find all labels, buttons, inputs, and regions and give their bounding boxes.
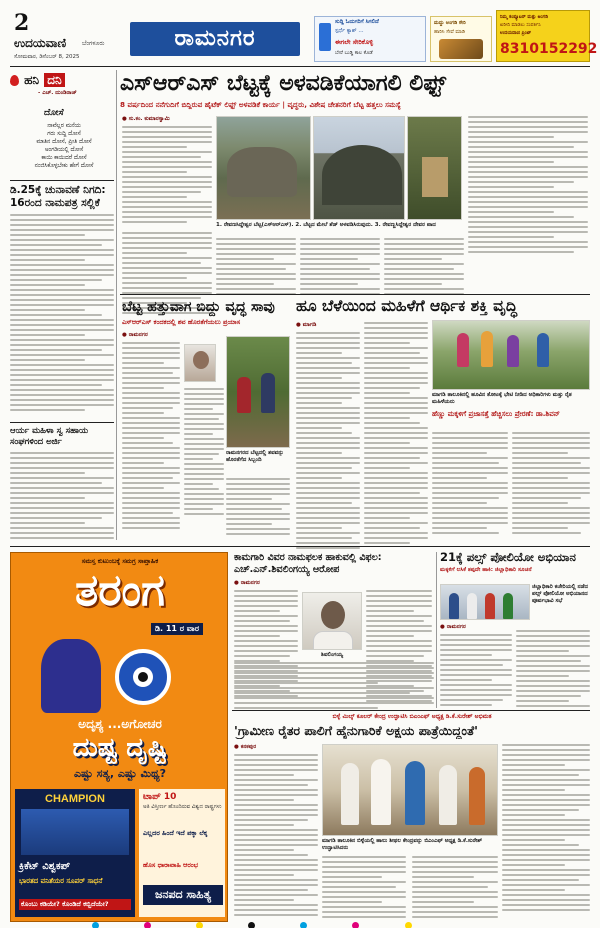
ad-image bbox=[439, 39, 483, 59]
person-shape bbox=[261, 373, 275, 413]
poem-line: ಗರು ಸುದ್ದಿ ದೋಸೆ bbox=[47, 131, 81, 137]
lead-photo-caption: 1. ರೇವಣಸಿದ್ದೇಶ್ವರ ಬೆಟ್ಟ(ಎಸ್‌ಆರ್‌ಎಸ್). 2. ಬೆಟ್ಟದ ಮೇಲೆ ಶೆಡ್ ಅಳವಡಿಸಿರುವುದು. 3. ರೇವಣ್ಣಸಿದ್ದೇಶ್ವರ ದೇವರ ಪಾದ bbox=[216, 222, 436, 228]
polio-headline: 21ಕ್ಕೆ ಪಲ್ಸ್ ಪೋಲಿಯೋ ಅಭಿಯಾನ bbox=[440, 550, 576, 564]
logo-left: ಹನಿ bbox=[24, 73, 40, 87]
lead-headline: ಎಸ್‌ಆರ್‌ಎಸ್ ಬೆಟ್ಟಕ್ಕೆ ಅಳವಡಿಕೆಯಾಗಲಿ ಲಿಫ್ಟ್ bbox=[120, 71, 447, 96]
lead-body-col4 bbox=[300, 238, 380, 298]
rock-shape bbox=[227, 147, 297, 197]
face-shape bbox=[321, 601, 345, 629]
lead-photo-shrine bbox=[407, 116, 462, 220]
section-title: ರಾಮನಗರ bbox=[174, 26, 256, 51]
flower-body-col1 bbox=[296, 332, 360, 552]
column-rule bbox=[116, 70, 117, 540]
flower-byline: ● ಮಾಗಡಿ bbox=[296, 322, 317, 328]
person-shape bbox=[467, 593, 477, 619]
death-subhead: ಎಸ್‌ಆರ್‌ಎಸ್ ಕಂದಕದಲ್ಲಿ ಶವ ಹೊರತೆಗೆಯಲು ಪ್ರಯಾಸ bbox=[122, 318, 241, 326]
poem-line: ಮಾತಿನ ದೋಸೆ, ಪ್ರೀತಿ ದೋಸೆ bbox=[36, 139, 92, 145]
lead-body-col6 bbox=[468, 116, 588, 256]
page-number: 2 bbox=[14, 10, 30, 36]
team-photo bbox=[21, 809, 129, 855]
lead-subhead: 8 ವರ್ಷದಿಂದ ನನೆಗುದಿಗೆ ಬಿದ್ದಿರುವ ಹೈಟೆಕ್ ಲಿಫ್ಟ್ ಅಳವಡಿಕೆ ಕಾರ್ಯ | ವೃದ್ಧರು, ವಿಶೇಷ ಚೇತನರಿಗೆ ಬೆಟ್ಟ ಹತ್ತಲು ಸಮಸ್ಯೆ bbox=[120, 100, 401, 109]
farmer-body-col1 bbox=[234, 754, 318, 919]
polio-body-col1 bbox=[440, 634, 512, 709]
taranga-side-panel bbox=[139, 789, 225, 917]
polio-byline: ● ರಾಮನಗರ bbox=[440, 624, 466, 630]
death-photo-rescue bbox=[226, 336, 290, 448]
person-shape bbox=[341, 763, 359, 825]
person-shape bbox=[481, 331, 493, 367]
column-rule bbox=[436, 552, 437, 708]
person-shape bbox=[537, 333, 549, 367]
person-shape bbox=[507, 335, 519, 367]
champion-label: CHAMPION bbox=[45, 793, 105, 805]
masthead-ad-quiz[interactable] bbox=[314, 16, 426, 62]
polio-body-col2 bbox=[516, 630, 590, 710]
ad-highlight: ಈಗಲೇ ಸೇರಿಕೊಳ್ಳಿ bbox=[335, 38, 374, 46]
taranga-brand: ತರಂಗ bbox=[75, 565, 165, 616]
print-registration-marks bbox=[92, 914, 512, 922]
obit-headline: ಕಾಮಗಾರಿ ವಿವರ ನಾಮಫಲಕ ಹಾಕುವಲ್ಲಿ ವಿಫಲ: ಎಚ್.ಎನ್.ಶಿವಲಿಂಗಯ್ಯ ಆರೋಪ bbox=[234, 552, 382, 575]
lead-body-col5 bbox=[384, 238, 464, 298]
person-shape bbox=[237, 377, 251, 413]
poem-line: ಕಾಯಿ ಕಾಯಿದರೆ ದೋಸೆ bbox=[41, 155, 87, 161]
top10-sub: ಅತಿ ವಿಸ್ತೀರ್ಣ ಹೊಂದಿರುವ ವಿಶ್ವದ ರಾಷ್ಟ್ರಗಳು bbox=[143, 804, 222, 810]
taranga-top-line: ಸಮಸ್ತ ಕುಟುಂಬಕ್ಕೆ ಸಮಗ್ರ ಸಾಪ್ತಾಹಿಕ bbox=[81, 557, 159, 565]
logo-right: ದನಿ bbox=[44, 73, 64, 87]
lead-photo-hill bbox=[216, 116, 311, 220]
person-shape bbox=[485, 593, 495, 619]
left-story1-headline: ಡಿ.25ಕ್ಕೆ ಚುನಾವಣೆ ನಿಗದಿ: 16ರಂದ ನಾಮಪತ್ರ ಸಲ್ಲಿಕೆ bbox=[10, 184, 106, 209]
taranga-line1: ಅದೃಶ್ಯ ...ಅಗೋಚರ bbox=[78, 717, 162, 731]
farmer-body-col3 bbox=[412, 856, 498, 921]
ad-line: ಮದ್ದು ಅಂಗಡಿ ಸೇರಿ bbox=[434, 20, 466, 26]
flower-body-col4 bbox=[512, 432, 590, 537]
taranga-ad[interactable] bbox=[10, 552, 228, 922]
farmer-body-col2 bbox=[322, 856, 406, 921]
eye-icon bbox=[115, 649, 171, 705]
taranga-issue-tag: ಡಿ. 11 ರ ವಾರ bbox=[151, 623, 203, 635]
note2: ಹೊಸ ಧಾರಾವಾಹಿ ಆರಂಭ bbox=[143, 861, 199, 869]
farmer-photo-caption: ಮಾಗಡಿ ತಾಲೂಕಿನ ಬಿಳ್ಳೆಯಲ್ಲಿ ಹಾಲು ಶೀಥಲ ಕೇಂದ್ರವನ್ನು ಬಿಎಂಎಫ್ ಅಧ್ಯಕ್ಷ ಡಿ.ಕೆ.ಸುರೇಶ್ ಉದ್ಘಾಟಿಸಿದರು bbox=[322, 838, 483, 851]
shed-shape bbox=[422, 157, 448, 197]
farmer-photo bbox=[322, 744, 498, 836]
death-portrait bbox=[184, 344, 216, 382]
death-headline: ಬೆಟ್ಟ ಹತ್ತುವಾಗ ಬಿದ್ದು ವೃದ್ಧ ಸಾವು bbox=[122, 299, 275, 315]
person-shape bbox=[371, 759, 391, 825]
ad-line: ಸುದ್ದಿ ಓದುಗರಿಗೆ ಸಿಗಲಿದೆ bbox=[335, 19, 379, 25]
death-byline: ● ರಾಮನಗರ bbox=[122, 332, 148, 338]
phone-icon bbox=[319, 23, 331, 51]
winners-label: ಭಾರತದ ವನಿತೆಯರ ಸೂಪರ್ ಸಾಧನೆ bbox=[19, 877, 103, 885]
taranga-cricket-panel bbox=[15, 789, 135, 917]
ad-line: ಬೇರೆ ಬುಡ್ಡಿ ಕಾಲ ಕೊಡೆ bbox=[335, 50, 373, 56]
masthead bbox=[12, 10, 598, 64]
divider bbox=[10, 180, 114, 181]
flower-photo bbox=[432, 320, 590, 390]
left-story1-body bbox=[10, 214, 114, 414]
section-title-bar bbox=[130, 22, 300, 56]
honey-logo bbox=[10, 70, 65, 88]
obit-portrait-caption: ಶಿವಲಿಂಗಯ್ಯ bbox=[320, 652, 344, 658]
honey-byline: - ಎಚ್. ದುಂಡಿರಾಜ್ bbox=[38, 90, 77, 96]
world-cup-label: ಕ್ರಿಕೆಟ್ ವಿಶ್ವಕಪ್ bbox=[19, 861, 71, 872]
date-line: ಸೋಮವಾರ, ಡಿಸೆಂಬರ್ 8, 2025 bbox=[14, 54, 80, 60]
lead-body-col3 bbox=[216, 238, 296, 298]
person-shape bbox=[469, 767, 485, 825]
honey-column bbox=[10, 70, 114, 540]
flower-body-col3 bbox=[432, 432, 508, 537]
masthead-rule bbox=[10, 66, 590, 67]
farmer-byline: ● ಕನಕಪುರ bbox=[234, 744, 257, 750]
poem-line: ಅಂಗಡಿಯಲ್ಲಿ ದೋಸೆ bbox=[44, 147, 84, 153]
person-shape bbox=[449, 593, 459, 619]
polio-subhead: ಮಕ್ಕಳಿಗೆ ಲಸಿಕೆ ತಪ್ಪದೇ ಹಾಕಿ: ಜಿಲ್ಲಾಧಿಕಾರಿ ಸೂಚನೆ bbox=[440, 567, 532, 573]
poem-body bbox=[18, 122, 110, 170]
obit-portrait bbox=[302, 592, 362, 650]
paper-name: ಉದಯವಾಣಿ bbox=[14, 36, 67, 50]
lead-body-col1 bbox=[122, 126, 212, 226]
note1: ಎಲ್ಲದರ ಹಿಂದೆ ಇದೆ ಪಕ್ಕಾ ಲೆಕ್ಕ bbox=[143, 829, 208, 837]
obit-body-col3 bbox=[234, 662, 434, 712]
masthead-ad-phone[interactable] bbox=[496, 10, 598, 62]
taranga-line3: ಎಷ್ಟು ಸತ್ಯ, ಎಷ್ಟು ಮಿಥ್ಯ? bbox=[73, 767, 167, 780]
death-photo-caption: ರಾಮನಗರದ ಬೆಟ್ಟದಲ್ಲಿ ಶವವನ್ನು ಹೊರತೆಗೆದ ಸಿಬ್ಬಂದಿ bbox=[226, 450, 284, 463]
note3: ಜನಪದ ಸಾಹಿತ್ಯ bbox=[143, 885, 223, 905]
shirt-shape bbox=[313, 631, 353, 650]
face-shape bbox=[193, 351, 209, 369]
death-body-col2 bbox=[184, 388, 224, 518]
farmer-headline: 'ಗ್ರಾಮೀಣ ರೈತರ ಪಾಲಿಗೆ ಹೈನುಗಾರಿಕೆ ಅಕ್ಷಯ ಪಾತ್ರೆಯಿದ್ದಂತೆ' bbox=[234, 723, 478, 738]
ad-line: ಹಾರಿಸಿ ಸೇವೆ ಮಾಡಿ bbox=[434, 29, 466, 35]
person-shape bbox=[439, 765, 457, 825]
divider bbox=[120, 294, 590, 295]
question-label: ಕೊಂಬು ಕಡಿಯೇ? ಕೊಂಡಿದೆ ಕಬ್ಬಿದೆಯೇ? bbox=[19, 899, 131, 910]
lead-photo-rock bbox=[313, 116, 405, 220]
ad-line: ನಿಮ್ಮ ಕಂಪ್ಯೂಟರ್ ಮತ್ತು ಅಂಗಡಿ bbox=[500, 15, 549, 20]
divider bbox=[10, 422, 114, 423]
ad-phone-number[interactable]: 8310152292 bbox=[500, 41, 598, 57]
flower-body-col2 bbox=[364, 322, 428, 547]
evil-eye-illustration bbox=[41, 639, 191, 713]
death-body-col3 bbox=[226, 478, 290, 538]
poem-line: ನಾವೆಲ್ಲರ ಮನೆಯ bbox=[47, 123, 81, 129]
ad-line: ಖರೀದಿ ಮಾಡಲು ಸಂಪರ್ಕಿಸಿ bbox=[500, 23, 541, 28]
top10-label: ಟಾಪ್ 10 bbox=[143, 792, 177, 802]
polio-photo bbox=[440, 584, 530, 620]
polio-photo-caption: ಜಿಲ್ಲಾಧಿಕಾರಿ ಕಚೇರಿಯಲ್ಲಿ ನಡೆದ ಪಲ್ಸ್ ಪೋಲಿಯೋ ಅಭಿಯಾನದ ಪೂರ್ವಭಾವಿ ಸಭೆ bbox=[532, 584, 588, 604]
demon-face-shape bbox=[41, 639, 101, 713]
divider bbox=[232, 710, 590, 711]
obit-byline: ● ರಾಮನಗರ bbox=[234, 580, 260, 586]
left-story2-headline: ಆರ್ಯ ಮಹಿಳಾ ಸ್ವ ಸಹಾಯ ಸಂಘಗಳಿಂದ ಅರ್ಜಿ bbox=[10, 426, 89, 447]
flower-subhead2: ಹೆಣ್ಣು ಮಕ್ಕಳಿಗೆ ಪ್ರಜಾಸತ್ತೆ ಹೆಚ್ಚಿಸಲು ಪ್ರೇರಣೆ: ಡಾ.ಶಿವನ್ bbox=[432, 410, 560, 418]
person-shape bbox=[503, 593, 513, 619]
flower-photo-caption: ಮಾಗಡಿ ತಾಲೂಕಿನಲ್ಲಿ ಹೂವಿನ ತೋಟಕ್ಕೆ ಭೇಟಿ ನೀಡಿದ ಅಧಿಕಾರಿಗಳು ಮತ್ತು ರೈತ ಮಹಿಳೆಯರು bbox=[432, 392, 572, 405]
farmer-body-col4 bbox=[502, 744, 590, 914]
edition-tag: ಬೆಂಗಳೂರು bbox=[82, 40, 105, 47]
masthead-ad-shop[interactable] bbox=[430, 16, 492, 62]
poem-title: ದೋಸೆ bbox=[44, 108, 64, 118]
drop-icon bbox=[10, 75, 19, 86]
taranga-line2: ದುಷ್ಟ ದೃಷ್ಟಿ bbox=[72, 733, 168, 763]
flower-headline: ಹೂ ಬೆಳೆಯಿಂದ ಮಹಿಳೆಗೆ ಆರ್ಥಿಕ ಶಕ್ತಿ ವೃದ್ಧಿ bbox=[296, 297, 518, 315]
left-story2-body bbox=[10, 452, 114, 540]
death-body-col1 bbox=[122, 342, 180, 532]
divider bbox=[10, 546, 590, 547]
ad-line: ಉದಯವಾಣಿ ಪ್ರಿಂಟ್ bbox=[500, 31, 532, 36]
ad-line: ಸ್ಪರ್ಧೆ ಕ್ಯಾಶ್ ... bbox=[335, 28, 364, 34]
farmer-kicker: ಬಿಳ್ಳೆ ಮಿಲ್ಕ್ ಕೂಲರ್‌ ಕೇಂದ್ರ ಉದ್ಘಾಟಿಸಿ ಬಿಎಂಎಫ್ ಅಧ್ಯಕ್ಷ ಡಿ.ಕೆ.ಸುರೇಶ್ ಅಭಿಮತ bbox=[332, 713, 492, 720]
person-shape bbox=[405, 761, 425, 825]
person-shape bbox=[457, 333, 469, 367]
poem-line: ನಂಜಿಸಿಕೊಳ್ಳಬೇಕು ಹೇಗೆ ದೋಸೆ bbox=[34, 163, 94, 169]
lead-byline: ● ಸು.ಕಂ. ಕುಮಾರಸ್ವಾಮಿ bbox=[122, 116, 170, 122]
rock-shape bbox=[322, 145, 402, 205]
